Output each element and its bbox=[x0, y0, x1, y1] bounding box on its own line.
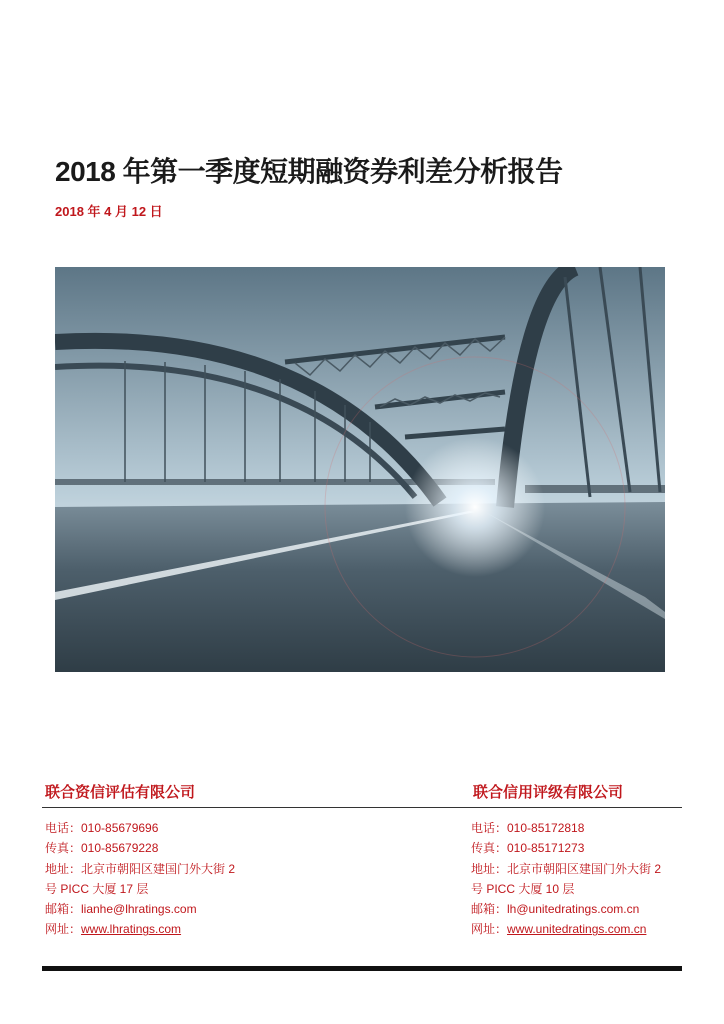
website-link[interactable]: www.unitedratings.com.cn bbox=[507, 922, 647, 937]
phone-text: 电话：010-85172818 bbox=[471, 821, 585, 835]
report-title: 2018 年第一季度短期融资券利差分析报告 bbox=[55, 156, 563, 187]
email-text: 邮箱：lh@unitedratings.com.cn bbox=[471, 902, 640, 917]
website-row bbox=[45, 919, 275, 939]
address-line-2: 号 PICC 大厦 17 层 bbox=[45, 881, 149, 896]
address-line-2: 号 PICC 大厦 10 层 bbox=[471, 881, 575, 896]
fax-text: 传真：010-85679228 bbox=[45, 841, 159, 856]
phone-text: 电话：010-85679696 bbox=[45, 821, 159, 835]
cover-image bbox=[55, 267, 665, 672]
contact-block-united bbox=[471, 818, 686, 940]
bridge-highway-photo-icon bbox=[55, 267, 665, 672]
address-line-1: 地址：北京市朝阳区建国门外大街 2 bbox=[471, 861, 662, 876]
email-text: 邮箱：lianhe@lhratings.com bbox=[45, 902, 197, 917]
contact-block-lianhe bbox=[45, 818, 275, 940]
company-name-united: 联合信用评级有限公司 bbox=[473, 784, 624, 801]
address-line-1: 地址：北京市朝阳区建国门外大街 2 bbox=[45, 861, 236, 876]
website-link[interactable]: www.lhratings.com bbox=[81, 922, 182, 937]
fax-text: 传真：010-85171273 bbox=[471, 841, 585, 856]
footer-divider bbox=[42, 966, 682, 971]
header-divider bbox=[42, 807, 682, 808]
report-date: 2018 年 4 月 12 日 bbox=[55, 204, 163, 219]
website-label: 网址： bbox=[471, 922, 508, 937]
website-label: 网址： bbox=[45, 922, 82, 937]
company-name-lianhe: 联合资信评估有限公司 bbox=[45, 784, 196, 801]
website-row bbox=[471, 919, 686, 939]
